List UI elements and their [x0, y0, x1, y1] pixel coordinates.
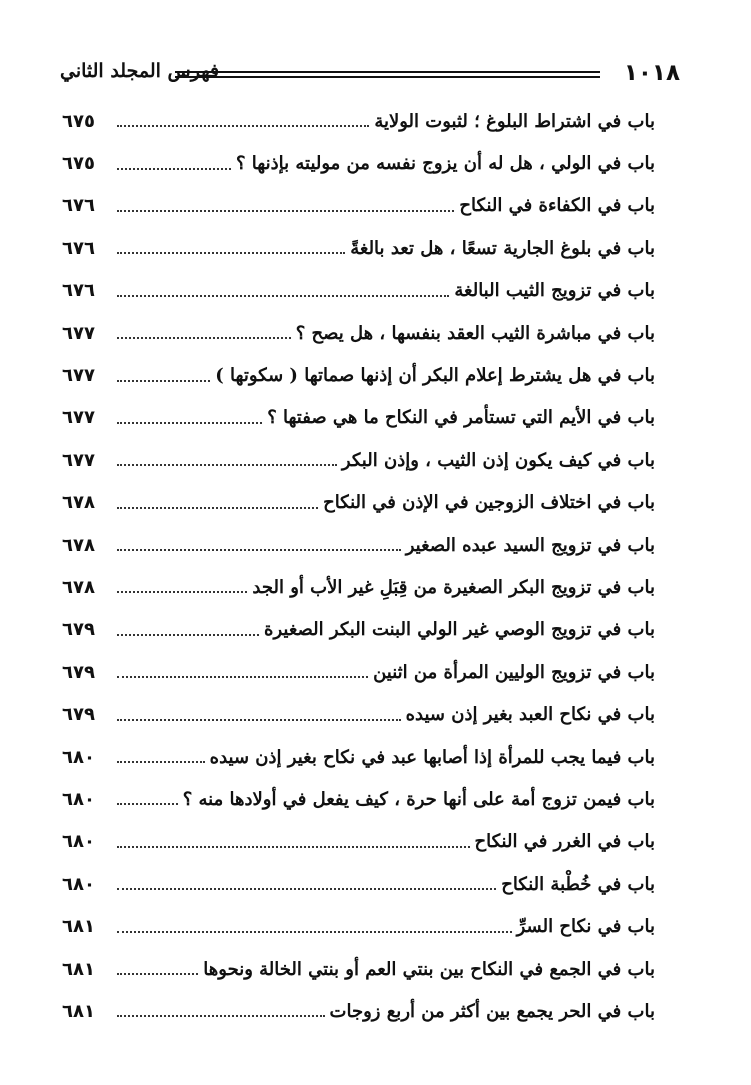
toc-entry-page: ٦٨١	[62, 1000, 95, 1022]
toc-entry	[62, 651, 655, 693]
toc-entry-title: باب في مباشرة الثيب العقد بنفسها ، هل يصح ؟	[295, 322, 655, 344]
toc-entry-title: باب فيمن تزوج أمة على أنها حرة ، كيف يفعل في أولادها منه ؟	[182, 788, 655, 810]
leader-dots	[117, 549, 401, 551]
toc-entry-page: ٦٧٦	[62, 280, 95, 302]
leader-dots	[117, 210, 454, 212]
toc-entry	[62, 397, 655, 439]
toc-entry-title: باب في تزويج السيد عبده الصغير	[405, 534, 655, 556]
leader-dots	[117, 888, 496, 890]
toc-entry-title: باب في الأيم التي تستأمر في النكاح ما هي صفتها ؟	[267, 407, 655, 429]
leader-dots	[117, 252, 345, 254]
toc-entry-page: ٦٧٨	[62, 534, 95, 556]
toc-entry-title: باب فيما يجب للمرأة إذا أصابها عبد في نكاح بغير إذن سيده	[209, 746, 655, 768]
header-rule	[175, 71, 600, 78]
toc-entry-title: باب في اشتراط البلوغ ؛ لثبوت الولاية	[374, 110, 655, 132]
toc-entry-page: ٦٨٠	[62, 831, 95, 853]
toc-entry-page: ٦٧٨	[62, 492, 95, 514]
toc-entry-page: ٦٨١	[62, 958, 95, 980]
toc-entry-title: باب في تزويج الثيب البالغة	[454, 280, 655, 302]
toc-entry-page: ٦٧٧	[62, 322, 95, 344]
toc-entry	[62, 100, 655, 142]
toc-entry-title: باب في تزويج الوصي غير الولي البنت البكر الصغيرة	[264, 619, 655, 641]
toc-entry-page: ٦٧٨	[62, 576, 95, 598]
toc-entry-title: باب في الجمع في النكاح بين بنتي العم أو بنتي الخالة ونحوها	[203, 958, 655, 980]
toc-entry	[62, 778, 655, 820]
toc-entry-title: باب في خُطْبة النكاح	[501, 873, 655, 895]
toc-entry-page: ٦٨١	[62, 916, 95, 938]
leader-dots	[117, 846, 470, 848]
leader-dots	[117, 125, 369, 127]
toc-entry-page: ٦٧٧	[62, 449, 95, 471]
toc-entry-title: باب في الكفاءة في النكاح	[459, 195, 655, 217]
leader-dots	[117, 634, 259, 636]
toc-entry	[62, 905, 655, 947]
page-number: ١٠١٨	[623, 60, 680, 86]
leader-dots	[117, 464, 337, 466]
toc-entry	[62, 990, 655, 1032]
toc-entry-title: باب في كيف يكون إذن الثيب ، وإذن البكر	[341, 449, 655, 471]
running-header	[60, 58, 680, 90]
toc-entry	[62, 185, 655, 227]
leader-dots	[117, 168, 231, 170]
toc-entry	[62, 354, 655, 396]
leader-dots	[117, 507, 318, 509]
toc-entry-page: ٦٨٠	[62, 788, 95, 810]
toc-entry-title: باب في هل يشترط إعلام البكر أن إذنها صماتها ( سكوتها )	[215, 365, 655, 387]
leader-dots	[117, 591, 247, 593]
toc-list	[62, 100, 655, 1033]
toc-entry-title: باب في تزويج البكر الصغيرة من قِبَلِ غير الأب أو الجد	[252, 576, 655, 598]
toc-entry	[62, 736, 655, 778]
toc-entry	[62, 524, 655, 566]
toc-entry-page: ٦٧٩	[62, 619, 95, 641]
toc-entry	[62, 142, 655, 184]
running-title: فهرس المجلد الثاني	[60, 60, 220, 82]
leader-dots	[117, 676, 368, 678]
toc-entry-title: باب في الغرر في النكاح	[474, 831, 655, 853]
leader-dots	[117, 973, 198, 975]
toc-entry	[62, 609, 655, 651]
toc-entry	[62, 948, 655, 990]
toc-entry-title: باب في نكاح العبد بغير إذن سيده	[405, 704, 655, 726]
leader-dots	[117, 380, 210, 382]
toc-entry	[62, 821, 655, 863]
toc-entry-page: ٦٧٧	[62, 365, 95, 387]
leader-dots	[117, 803, 178, 805]
leader-dots	[117, 295, 449, 297]
toc-entry-title: باب في بلوغ الجارية تسعًا ، هل تعد بالغةً	[350, 237, 655, 259]
leader-dots	[117, 1015, 325, 1017]
toc-entry-title: باب في الحر يجمع بين أكثر من أربع زوجات	[329, 1000, 655, 1022]
toc-entry	[62, 863, 655, 905]
toc-entry-title: باب في اختلاف الزوجين في الإذن في النكاح	[323, 492, 655, 514]
toc-entry-page: ٦٧٥	[62, 110, 95, 132]
toc-entry-page: ٦٧٩	[62, 704, 95, 726]
leader-dots	[117, 337, 291, 339]
toc-entry	[62, 270, 655, 312]
toc-entry-page: ٦٧٦	[62, 195, 95, 217]
toc-entry	[62, 227, 655, 269]
toc-entry	[62, 482, 655, 524]
leader-dots	[117, 761, 205, 763]
leader-dots	[117, 422, 262, 424]
toc-entry	[62, 312, 655, 354]
leader-dots	[117, 719, 401, 721]
toc-entry	[62, 439, 655, 481]
toc-entry-page: ٦٨٠	[62, 746, 95, 768]
toc-entry-page: ٦٧٥	[62, 153, 95, 175]
toc-entry	[62, 693, 655, 735]
toc-entry-page: ٦٧٦	[62, 237, 95, 259]
leader-dots	[117, 931, 512, 933]
toc-entry-title: باب في نكاح السرِّ	[516, 916, 655, 938]
toc-entry-page: ٦٧٩	[62, 661, 95, 683]
toc-entry-page: ٦٧٧	[62, 407, 95, 429]
toc-entry-title: باب في الولي ، هل له أن يزوج نفسه من موليته بإذنها ؟	[235, 153, 655, 175]
toc-entry	[62, 566, 655, 608]
toc-entry-page: ٦٨٠	[62, 873, 95, 895]
toc-entry-title: باب في تزويج الوليين المرأة من اثنين	[373, 661, 655, 683]
